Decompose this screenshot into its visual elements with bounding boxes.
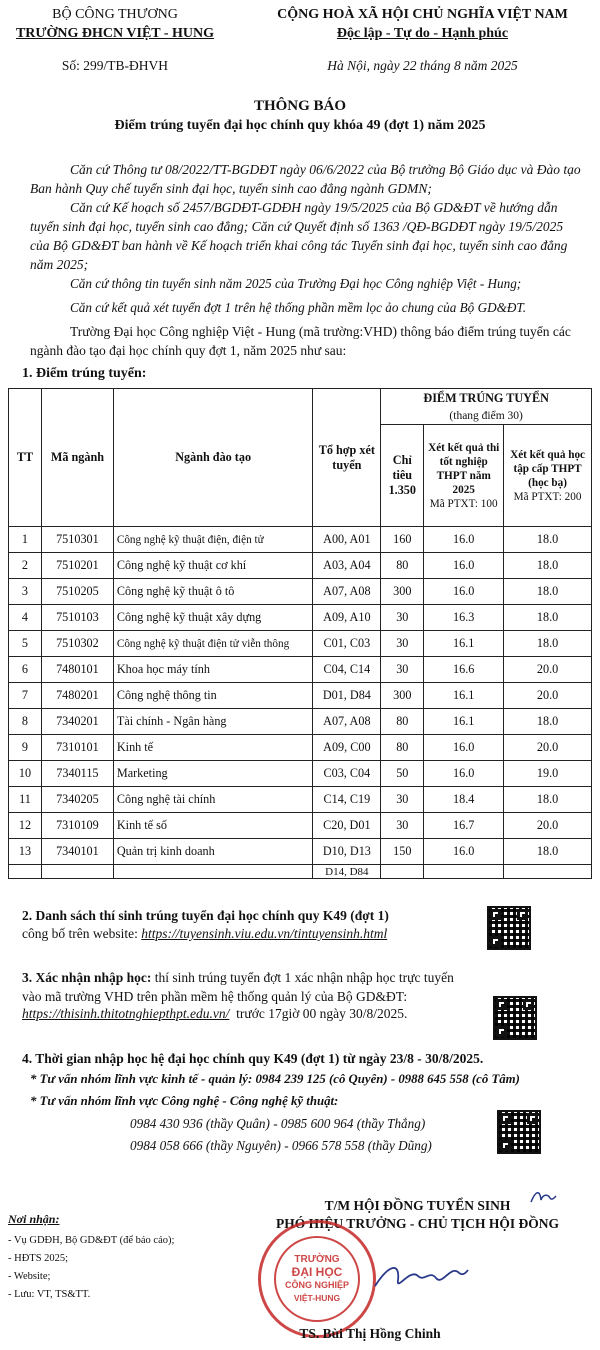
recipients-list xyxy=(8,1232,174,1304)
header-hocba-code: Mã PTXT: 200 xyxy=(513,490,582,503)
seal-line: CÔNG NGHIỆP xyxy=(284,1280,349,1290)
row-combo: A07, A08 xyxy=(313,579,381,605)
row-thpt-score: 16.1 xyxy=(424,709,504,735)
empty-cell xyxy=(9,865,42,879)
row-major: Khoa học máy tính xyxy=(113,657,313,683)
ministry-text: BỘ CÔNG THƯƠNG xyxy=(52,7,178,22)
row-major: Công nghệ kỹ thuật cơ khí xyxy=(113,553,313,579)
row-major: Marketing xyxy=(113,761,313,787)
row-hocba-score: 20.0 xyxy=(504,813,592,839)
results-website-link[interactable]: https://tuyensinh.viu.edu.vn/tintuyensinh.html xyxy=(141,926,388,941)
motto xyxy=(245,25,600,43)
header-thpt xyxy=(424,425,504,527)
row-combo: C04, C14 xyxy=(313,657,381,683)
empty-cell xyxy=(504,865,592,879)
row-tt: 4 xyxy=(9,605,42,631)
seal-line: TRƯỜNG xyxy=(294,1254,340,1265)
row-combo: C14, C19 xyxy=(313,787,381,813)
row-major: Công nghệ kỹ thuật ô tô xyxy=(113,579,313,605)
row-code: 7510201 xyxy=(41,553,113,579)
qr-code-results-icon xyxy=(487,906,531,950)
signature-board: T/M HỘI ĐỒNG TUYỂN SINH xyxy=(324,1198,511,1213)
row-hocba-score: 18.0 xyxy=(504,527,592,553)
recipient-item: - Website; xyxy=(8,1271,51,1282)
row-combo: A07, A08 xyxy=(313,709,381,735)
table-row xyxy=(9,527,592,553)
row-thpt-score: 16.0 xyxy=(424,761,504,787)
preamble-paragraph-5: Trường Đại học Công nghiệp Việt - Hung (mã trường:VHD) thông báo điểm trúng tuyển các ngành đào tạo đại học chính quy đợt 1, năm 2025 như sau: xyxy=(30,324,571,358)
row-hocba-score: 18.0 xyxy=(504,579,592,605)
section-2-label: công bố trên website: xyxy=(22,926,142,941)
table-row xyxy=(9,839,592,865)
empty-cell xyxy=(113,865,313,879)
row-quota: 300 xyxy=(381,579,424,605)
row-quota: 30 xyxy=(381,787,424,813)
row-hocba-score: 18.0 xyxy=(504,631,592,657)
school-name xyxy=(0,25,230,43)
row-quota: 150 xyxy=(381,839,424,865)
row-combo: A00, A01 xyxy=(313,527,381,553)
handwritten-signature xyxy=(370,1258,470,1298)
motto-text: Độc lập - Tự do - Hạnh phúc xyxy=(336,26,509,41)
row-tt: 5 xyxy=(9,631,42,657)
school-seal xyxy=(258,1220,376,1338)
signature-role: PHÓ HIỆU TRƯỞNG - CHỦ TỊCH HỘI ĐỒNG xyxy=(276,1216,559,1231)
row-tt: 3 xyxy=(9,579,42,605)
section-3-title: 3. Xác nhận nhập học: xyxy=(22,970,152,985)
table-row xyxy=(9,579,592,605)
row-thpt-score: 16.1 xyxy=(424,631,504,657)
row-code: 7510302 xyxy=(41,631,113,657)
row-thpt-score: 16.0 xyxy=(424,553,504,579)
extra-combo: D14, D84 xyxy=(313,865,381,879)
table-row xyxy=(9,735,592,761)
row-major: Công nghệ kỹ thuật điện tử viễn thông xyxy=(113,631,313,657)
row-quota: 160 xyxy=(381,527,424,553)
row-tt: 7 xyxy=(9,683,42,709)
empty-cell xyxy=(41,865,113,879)
row-quota: 30 xyxy=(381,813,424,839)
document-subtitle: Điểm trúng tuyển đại học chính quy khóa 49 (đợt 1) năm 2025 xyxy=(114,118,486,133)
row-major: Kinh tế số xyxy=(113,813,313,839)
row-hocba-score: 18.0 xyxy=(504,605,592,631)
tech-consult-line-1: 0984 430 936 (thầy Quân) - 0985 600 964 (thầy Thắng) xyxy=(130,1116,426,1131)
row-thpt-score: 16.0 xyxy=(424,579,504,605)
row-tt: 1 xyxy=(9,527,42,553)
recipients-title-text: Nơi nhận: xyxy=(8,1212,60,1226)
table-row xyxy=(9,709,592,735)
qr-code-enrollment-icon xyxy=(493,996,537,1040)
table-row xyxy=(9,813,592,839)
row-tt: 9 xyxy=(9,735,42,761)
row-quota: 30 xyxy=(381,605,424,631)
school-text: TRƯỜNG ĐHCN VIỆT - HUNG xyxy=(15,26,215,41)
row-quota: 80 xyxy=(381,735,424,761)
row-quota: 80 xyxy=(381,553,424,579)
row-major: Công nghệ thông tin xyxy=(113,683,313,709)
row-quota: 300 xyxy=(381,683,424,709)
preamble-paragraph-1: Căn cứ Thông tư 08/2022/TT-BGDĐT ngày 06/6/2022 của Bộ trưởng Bộ Giáo dục và Đào tạo Ban hành Quy chế tuyển sinh đại học, tuyển sinh cao đẳng ngành GDMN; xyxy=(30,162,581,196)
row-combo: A03, A04 xyxy=(313,553,381,579)
row-combo: C20, D01 xyxy=(313,813,381,839)
row-tt: 11 xyxy=(9,787,42,813)
seal-text xyxy=(261,1253,373,1305)
row-tt: 12 xyxy=(9,813,42,839)
header-major: Ngành đào tạo xyxy=(113,389,313,527)
preamble-paragraph-2: Căn cứ Kế hoạch số 2457/BGDĐT-GDĐH ngày 19/5/2025 của Bộ GD&ĐT về hướng dẫn tuyển sinh đại học, tuyển sinh cao đẳng; Căn cứ Quyết định số 1363 /QĐ-BGDĐT ngày 19/5/2025 của Bộ GD&ĐT ban hành về Kế hoạch triển khai công tác Tuyển sinh đại học, tuyển sinh cao đẳng năm 2025; xyxy=(30,200,568,272)
row-hocba-score: 18.0 xyxy=(504,787,592,813)
row-code: 7480101 xyxy=(41,657,113,683)
row-tt: 6 xyxy=(9,657,42,683)
row-quota: 30 xyxy=(381,657,424,683)
table-row xyxy=(9,761,592,787)
document-title: THÔNG BÁO xyxy=(253,98,347,114)
table-extra-row xyxy=(9,865,592,879)
header-combo: Tổ hợp xét tuyển xyxy=(313,389,381,527)
recipient-item: - HĐTS 2025; xyxy=(8,1253,69,1264)
row-hocba-score: 18.0 xyxy=(504,553,592,579)
row-code: 7310109 xyxy=(41,813,113,839)
table-row xyxy=(9,631,592,657)
enrollment-system-link[interactable]: https://thisinh.thitotnghiepthpt.edu.vn/ xyxy=(22,1006,230,1021)
row-quota: 80 xyxy=(381,709,424,735)
row-hocba-score: 20.0 xyxy=(504,735,592,761)
row-code: 7340115 xyxy=(41,761,113,787)
table-row xyxy=(9,657,592,683)
row-code: 7340205 xyxy=(41,787,113,813)
row-hocba-score: 18.0 xyxy=(504,839,592,865)
ministry-name xyxy=(0,6,230,24)
table-row xyxy=(9,605,592,631)
document-number: Số: 299/TB-ĐHVH xyxy=(61,58,169,73)
row-major: Công nghệ kỹ thuật xây dựng xyxy=(113,605,313,631)
row-combo: A09, C00 xyxy=(313,735,381,761)
row-thpt-score: 16.0 xyxy=(424,527,504,553)
country-name: CỘNG HOÀ XÃ HỘI CHỦ NGHĨA VIỆT NAM xyxy=(277,7,568,22)
preamble-paragraph-4: Căn cứ kết quả xét tuyển đợt 1 trên hệ thống phần mềm lọc ảo chung của Bộ GD&ĐT. xyxy=(70,300,527,315)
recipients-title xyxy=(8,1212,59,1227)
row-thpt-score: 16.0 xyxy=(424,735,504,761)
qr-code-consult-icon xyxy=(497,1110,541,1154)
initial-signature xyxy=(528,1188,558,1208)
enrollment-deadline: trước 17giờ 00 ngày 30/8/2025. xyxy=(236,1006,408,1021)
row-combo: D01, D84 xyxy=(313,683,381,709)
row-thpt-score: 16.0 xyxy=(424,839,504,865)
row-combo: C01, C03 xyxy=(313,631,381,657)
row-hocba-score: 20.0 xyxy=(504,683,592,709)
header-thpt-text: Xét kết quả thi tốt nghiệp THPT năm 2025 xyxy=(428,441,500,496)
signer-name: TS. Bùi Thị Hồng Chinh xyxy=(299,1326,441,1341)
row-code: 7340201 xyxy=(41,709,113,735)
row-tt: 8 xyxy=(9,709,42,735)
row-major: Tài chính - Ngân hàng xyxy=(113,709,313,735)
section-3-paragraph xyxy=(22,968,474,1006)
row-thpt-score: 16.6 xyxy=(424,657,504,683)
place-date: Hà Nội, ngày 22 tháng 8 năm 2025 xyxy=(327,58,518,73)
tech-consult-title: * Tư vấn nhóm lĩnh vực Công nghệ - Công nghệ kỹ thuật: xyxy=(30,1094,339,1108)
row-code: 7510205 xyxy=(41,579,113,605)
row-quota: 30 xyxy=(381,631,424,657)
row-code: 7340101 xyxy=(41,839,113,865)
section-1-title: 1. Điểm trúng tuyển: xyxy=(22,366,147,381)
empty-cell xyxy=(381,865,424,879)
row-tt: 13 xyxy=(9,839,42,865)
header-quota: Chỉ tiêu 1.350 xyxy=(381,425,424,527)
recipient-item: - Lưu: VT, TS&TT. xyxy=(8,1289,91,1300)
header-tt: TT xyxy=(9,389,42,527)
row-combo: C03, C04 xyxy=(313,761,381,787)
tech-consult-line-2: 0984 058 666 (thầy Nguyên) - 0966 578 558 (thầy Dũng) xyxy=(130,1138,432,1153)
row-major: Công nghệ tài chính xyxy=(113,787,313,813)
header-scale: (thang điểm 30) xyxy=(381,409,592,425)
row-thpt-score: 16.3 xyxy=(424,605,504,631)
row-hocba-score: 19.0 xyxy=(504,761,592,787)
header-score: ĐIỂM TRÚNG TUYỂN xyxy=(381,389,592,409)
row-thpt-score: 16.1 xyxy=(424,683,504,709)
table-row xyxy=(9,787,592,813)
row-hocba-score: 18.0 xyxy=(504,709,592,735)
row-major: Quản trị kinh doanh xyxy=(113,839,313,865)
seal-line: ĐẠI HỌC xyxy=(291,1265,343,1279)
row-thpt-score: 16.7 xyxy=(424,813,504,839)
econ-consult-line: * Tư vấn nhóm lĩnh vực kinh tế - quản lý: 0984 239 125 (cô Quyên) - 0988 645 558 (cô Tâm) xyxy=(30,1072,520,1086)
admission-scores-table xyxy=(8,388,592,879)
header-code: Mã ngành xyxy=(41,389,113,527)
row-combo: A09, A10 xyxy=(313,605,381,631)
table-row xyxy=(9,683,592,709)
row-thpt-score: 18.4 xyxy=(424,787,504,813)
header-hocba xyxy=(504,425,592,527)
row-tt: 2 xyxy=(9,553,42,579)
row-hocba-score: 20.0 xyxy=(504,657,592,683)
seal-line: VIỆT-HUNG xyxy=(293,1293,341,1303)
row-code: 7510103 xyxy=(41,605,113,631)
section-3-text: thí sinh trúng tuyển đợt 1 xác nhận nhập học trực tuyến vào mã trường VHD trên phần mềm hệ thống quản lý của Bộ GD&ĐT: xyxy=(22,970,454,1004)
row-code: 7480201 xyxy=(41,683,113,709)
header-thpt-code: Mã PTXT: 100 xyxy=(429,497,498,510)
table-row xyxy=(9,553,592,579)
row-major: Công nghệ kỹ thuật điện, điện tử xyxy=(113,527,313,553)
row-major: Kinh tế xyxy=(113,735,313,761)
row-code: 7310101 xyxy=(41,735,113,761)
section-2-title: 2. Danh sách thí sinh trúng tuyển đại học chính quy K49 (đợt 1) xyxy=(22,908,389,923)
section-4-title: 4. Thời gian nhập học hệ đại học chính quy K49 (đợt 1) từ ngày 23/8 - 30/8/2025. xyxy=(22,1051,484,1066)
section-3-link-line xyxy=(22,1006,407,1022)
header-hocba-text: Xét kết quả học tập cấp THPT (học bạ) xyxy=(510,448,586,489)
preamble-paragraph-3: Căn cứ thông tin tuyển sinh năm 2025 của Trường Đại học Công nghiệp Việt - Hung; xyxy=(70,276,522,291)
section-2-text xyxy=(22,926,387,942)
row-code: 7510301 xyxy=(41,527,113,553)
empty-cell xyxy=(424,865,504,879)
recipient-item: - Vụ GDĐH, Bộ GD&ĐT (để báo cáo); xyxy=(8,1235,175,1246)
row-quota: 50 xyxy=(381,761,424,787)
row-combo: D10, D13 xyxy=(313,839,381,865)
row-tt: 10 xyxy=(9,761,42,787)
